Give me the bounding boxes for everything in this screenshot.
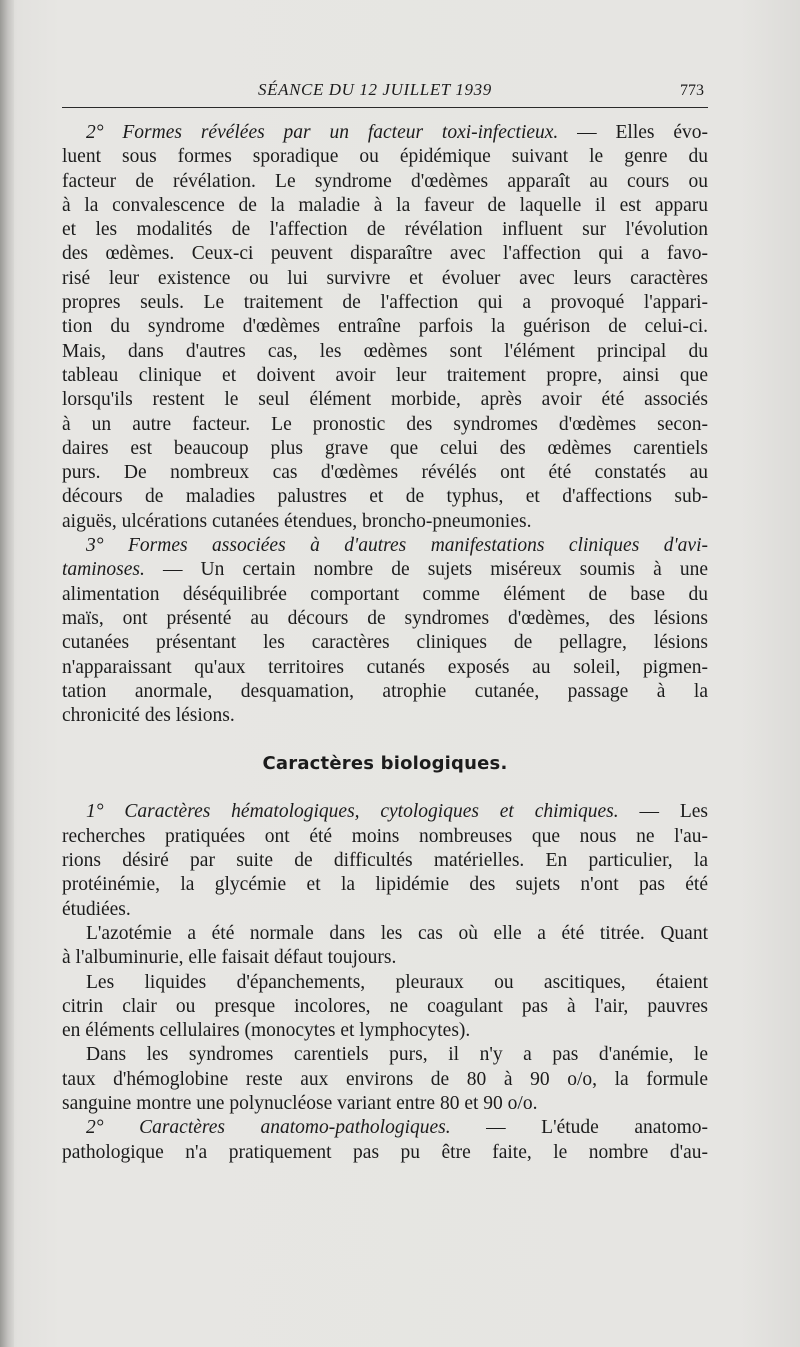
text-line: Les liquides d'épanchements, pleuraux ou ascitiques, étaient (86, 971, 708, 993)
text-line: recherches pratiquées ont été moins nombreuses que nous ne l'au- (62, 825, 708, 847)
text-line: rions désiré par suite de difficultés matérielles. En particulier, la (62, 850, 708, 872)
text-line (62, 534, 708, 558)
binding-gutter (0, 0, 14, 1347)
subsection-title: 2° Caractères anatomo-pathologiques. (86, 1117, 451, 1139)
text-line: à l'albuminurie, elle faisait défaut toujours. (62, 947, 397, 969)
text-line: citrin clair ou presque incolores, ne coagulant pas à l'air, pauvres (62, 995, 708, 1017)
text-line: chronicité des lésions. (62, 705, 235, 727)
text-line: luent sous formes sporadique ou épidémique suivant le genre du (62, 146, 708, 168)
text-line: 1° Caractères hématologiques, cytologiques et chimiques. — Les (86, 801, 708, 823)
text-line: maïs, ont présenté au décours de syndromes d'œdèmes, des lésions (62, 607, 708, 629)
text-line: n'apparaissant qu'aux territoires cutanés exposés au soleil, pigmen- (62, 656, 708, 678)
text-line: pathologique n'a pratiquement pas pu être faite, le nombre d'au- (62, 1141, 708, 1163)
body-text (62, 121, 708, 1165)
text-line: tableau clinique et doivent avoir leur traitement propre, ainsi que (62, 364, 708, 386)
text-line: sanguine montre une polynucléose variant entre 80 et 90 o/o. (62, 1092, 538, 1114)
text-line: Dans les syndromes carentiels purs, il n'y a pas d'anémie, le (86, 1044, 708, 1066)
running-header (62, 78, 708, 106)
text-line: risé leur existence ou lui survivre et évoluer avec leurs caractères (62, 267, 708, 289)
text-line: aiguës, ulcérations cutanées étendues, broncho-pneumonies. (62, 510, 532, 532)
subsection-title: 3° Formes associées à d'autres manifestations cliniques d'avi- (86, 535, 708, 557)
section-heading: Caractères biologiques. (262, 753, 508, 775)
text-line: cutanées présentant les caractères cliniques de pellagre, lésions (62, 632, 708, 654)
text-line: lorsqu'ils restent le seul élément morbide, après avoir été associés (62, 389, 708, 411)
text-line: L'azotémie a été normale dans les cas où elle a été titrée. Quant (86, 922, 708, 944)
subsection-title: 2° Formes révélées par un facteur toxi-infectieux. (86, 122, 559, 143)
running-title: SÉANCE DU 12 JUILLET 1939 (258, 80, 492, 99)
text-line: daires est beaucoup plus grave que celui des œdèmes carentiels (62, 437, 708, 459)
text-line: 2° Formes révélées par un facteur toxi-infectieux. — Elles évo- (86, 122, 708, 143)
text-line: Mais, dans d'autres cas, les œdèmes sont l'élément principal du (62, 340, 708, 362)
page-number: 773 (680, 82, 704, 99)
text-line: des œdèmes. Ceux-ci peuvent disparaître avec l'affection qui a favo- (62, 243, 708, 265)
text-line: à un autre facteur. Le pronostic des syndromes d'œdèmes secon- (62, 413, 708, 435)
text-line: facteur de révélation. Le syndrome d'œdèmes apparaît au cours ou (62, 170, 708, 192)
text-line: 2° Caractères anatomo-pathologiques. — L'étude anatomo- (86, 1117, 708, 1139)
text-line: propres seuls. Le traitement de l'affection qui a provoqué l'appari- (62, 292, 708, 314)
header-rule (62, 107, 708, 108)
subsection-title: 1° Caractères hématologiques, cytologiques et chimiques. (86, 801, 619, 823)
text-line: à la convalescence de la maladie à la faveur de laquelle il est apparu (62, 194, 708, 216)
text-line: taminoses. — Un certain nombre de sujets miséreux soumis à une (62, 559, 708, 581)
text-line: protéinémie, la glycémie et la lipidémie des sujets n'ont pas été (62, 874, 708, 896)
text-line: décours de maladies palustres et de typhus, et d'affections sub- (62, 486, 708, 508)
text-line: et les modalités de l'affection de révélation influent sur l'évolution (62, 219, 708, 241)
text-line: tion du syndrome d'œdèmes entraîne parfois la guérison de celui-ci. (62, 316, 708, 338)
text-line: en éléments cellulaires (monocytes et lymphocytes). (62, 1020, 471, 1042)
text-line: étudiées. (62, 898, 131, 920)
text-line: purs. De nombreux cas d'œdèmes révélés ont été constatés au (62, 462, 708, 484)
text-line: alimentation déséquilibrée comportant comme élément de base du (62, 583, 708, 605)
subsection-title-cont: taminoses. (62, 559, 145, 581)
text-line: taux d'hémoglobine reste aux environs de 80 à 90 o/o, la formule (62, 1068, 708, 1090)
text-line: tation anormale, desquamation, atrophie cutanée, passage à la (62, 680, 708, 702)
